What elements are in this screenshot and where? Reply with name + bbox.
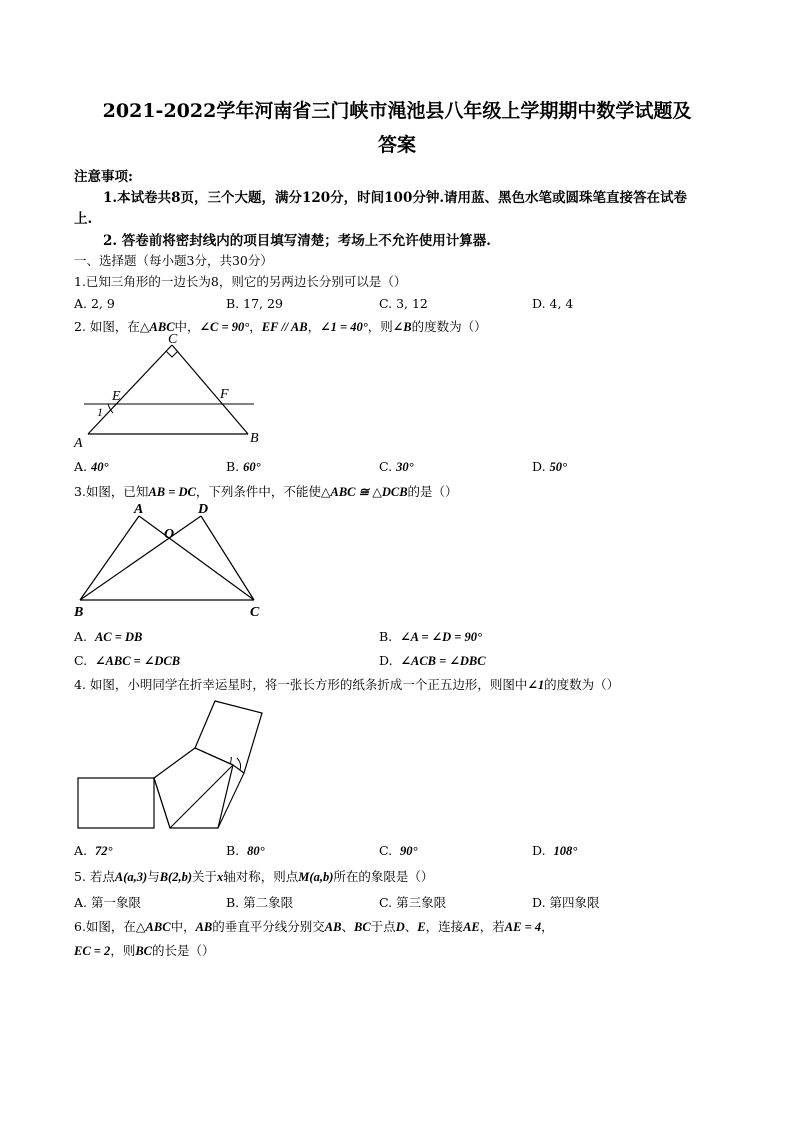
q3-stem-text: 的是（） bbox=[407, 484, 458, 499]
q4-fold-edge-3 bbox=[218, 773, 244, 828]
q1-stem: 1.已知三角形的一边长为8，则它的另两边长分别可以是（） bbox=[74, 274, 407, 289]
option-letter: C. bbox=[379, 459, 393, 474]
option-letter: B. bbox=[379, 629, 393, 644]
q2-triangle: ABC bbox=[149, 320, 175, 334]
option-value: 40° bbox=[91, 460, 109, 474]
q2-option-c bbox=[379, 459, 414, 475]
option-letter: A. bbox=[74, 629, 88, 644]
q6-math: AB bbox=[324, 920, 342, 934]
q6-text: 的长是（） bbox=[152, 943, 215, 958]
q3-segment-dc bbox=[201, 516, 254, 600]
q6-math: AE = 4 bbox=[504, 920, 542, 934]
q6-text: 中， bbox=[170, 919, 196, 934]
q5-stem bbox=[74, 867, 433, 885]
q2-stem-text: ， bbox=[249, 319, 262, 334]
q2-angle-1: ∠1 = 40° bbox=[320, 320, 368, 334]
q6-text: 于点 bbox=[370, 919, 396, 934]
q3-segment-db bbox=[80, 516, 201, 600]
option-value: 30° bbox=[396, 460, 414, 474]
q2-angle-b: ∠B bbox=[392, 320, 412, 334]
q3-stem bbox=[74, 482, 458, 500]
q4-figure bbox=[70, 693, 280, 838]
q2-stem-text: ，则 bbox=[367, 319, 393, 334]
q5-stem-text: 与 bbox=[147, 869, 160, 884]
q2-label-a: A bbox=[74, 436, 83, 451]
q4-fold-edge-1 bbox=[154, 778, 170, 828]
option-letter: D. bbox=[532, 843, 546, 858]
q5-x-axis: x bbox=[217, 870, 224, 884]
notice-item1-cont: 上. bbox=[74, 211, 93, 227]
q5-option-c: C. 第三象限 bbox=[379, 895, 447, 910]
notice-heading: 注意事项: bbox=[74, 169, 133, 185]
q2-label-c: C bbox=[168, 332, 178, 347]
q2-right-angle-mark bbox=[166, 351, 178, 357]
q6-math: BC bbox=[353, 920, 371, 934]
q2-label-1: 1 bbox=[97, 405, 103, 419]
q5-option-b: B. 第二象限 bbox=[226, 895, 294, 910]
q1-option-c: C. 3, 12 bbox=[379, 296, 428, 311]
q4-angle-1: ∠1 bbox=[527, 678, 545, 692]
q5-option-a: A. 第一象限 bbox=[74, 895, 141, 910]
q4-stem bbox=[74, 675, 619, 693]
q5-option-d: D. 第四象限 bbox=[532, 895, 600, 910]
q4-fold-edge-2 bbox=[170, 765, 233, 828]
option-value: 72° bbox=[94, 844, 113, 858]
q2-stem-text: ， bbox=[307, 319, 321, 334]
q6-math: BC bbox=[135, 944, 153, 958]
q3-option-c bbox=[74, 653, 180, 669]
q3-option-a bbox=[74, 629, 142, 645]
q4-stem-text: 的度数为（） bbox=[544, 677, 620, 692]
section-heading: 一、选择题（每小题3分，共30分） bbox=[74, 253, 273, 268]
q3-segment-ab bbox=[80, 516, 139, 600]
q3-congruence: △ABC ≅ △DCB bbox=[320, 485, 408, 499]
q6-text: ，若 bbox=[479, 919, 505, 934]
q6-stem-line1 bbox=[74, 917, 554, 935]
q6-math: EC = 2 bbox=[74, 944, 111, 958]
q3-stem-text: ，下列条件中，不能使 bbox=[195, 484, 321, 499]
option-letter: A. bbox=[74, 843, 88, 858]
q3-option-b bbox=[379, 629, 482, 645]
q4-option-b bbox=[226, 843, 265, 859]
option-letter: C. bbox=[74, 653, 88, 668]
q2-parallel: EF // AB bbox=[261, 320, 308, 334]
q2-label-b: B bbox=[250, 431, 259, 446]
q2-label-e: E bbox=[112, 389, 121, 404]
exam-title-line1: 2021-2022学年河南省三门峡市渑池县八年级上学期期中数学试题及 bbox=[102, 100, 692, 122]
q1-option-b: B. 17, 29 bbox=[226, 296, 283, 311]
q3-stem-text: 3.如图，已知 bbox=[74, 484, 149, 499]
q6-text: 6.如图，在△ bbox=[74, 919, 146, 934]
q4-stem-text: 4. 如图，小明同学在折幸运星时，将一张长方形的纸条折成一个正五边形，则图中 bbox=[74, 677, 528, 692]
option-value: ∠ABC = ∠DCB bbox=[95, 654, 181, 668]
q6-math: ABC bbox=[145, 920, 171, 934]
q3-option-d bbox=[379, 653, 486, 669]
exam-title-line2: 答案 bbox=[377, 134, 416, 156]
q3-label-a: A bbox=[134, 502, 144, 517]
q3-label-b: B bbox=[74, 605, 84, 620]
q5-stem-text: 5. 若点 bbox=[74, 869, 115, 884]
q2-option-a bbox=[74, 459, 109, 475]
q6-text: ， bbox=[541, 919, 554, 934]
q3-figure bbox=[70, 500, 270, 625]
q2-figure bbox=[70, 332, 270, 455]
q5-stem-text: 所在的象限是（） bbox=[333, 869, 434, 884]
option-value: 50° bbox=[549, 460, 568, 474]
q5-stem-text: 轴对称，则点 bbox=[223, 869, 299, 884]
q2-stem-text: 中， bbox=[174, 319, 200, 334]
q4-label-1: 1 bbox=[228, 755, 234, 767]
q3-label-c: C bbox=[250, 605, 260, 620]
option-value: 108° bbox=[553, 844, 578, 858]
q4-option-d bbox=[532, 843, 577, 859]
q6-text: ，连接 bbox=[425, 919, 464, 934]
q2-stem bbox=[74, 317, 487, 335]
option-letter: B. bbox=[226, 843, 240, 858]
q2-side-bc bbox=[172, 345, 248, 434]
option-value: ∠A = ∠D = 90° bbox=[400, 630, 482, 644]
q2-label-f: F bbox=[220, 387, 229, 402]
q3-label-o: O bbox=[164, 527, 175, 542]
q6-stem-line2 bbox=[74, 941, 215, 959]
q2-option-b bbox=[226, 459, 261, 475]
q5-point-m: M(a,b) bbox=[298, 870, 334, 884]
option-value: 90° bbox=[400, 844, 418, 858]
q4-option-c bbox=[379, 843, 418, 859]
q2-stem-text: 的度数为（） bbox=[411, 319, 487, 334]
q1-option-a: A. 2, 9 bbox=[74, 296, 115, 311]
q5-point-a: A(a,3) bbox=[114, 870, 148, 884]
q5-stem-text: 关于 bbox=[192, 869, 218, 884]
option-letter: D. bbox=[379, 653, 393, 668]
notice-item2: 2. 答卷前将密封线内的项目填写清楚；考场上不允许使用计算器. bbox=[103, 233, 491, 249]
q2-stem-text: 2. 如图，在△ bbox=[74, 319, 150, 334]
option-letter: C. bbox=[379, 843, 393, 858]
q6-math: D bbox=[395, 920, 405, 934]
q2-side-ac bbox=[88, 345, 172, 434]
q6-text: 、 bbox=[341, 919, 354, 934]
q2-angle-c: ∠C = 90° bbox=[199, 320, 250, 334]
q4-paper-strip bbox=[78, 778, 154, 828]
option-letter: B. bbox=[226, 459, 240, 474]
q2-option-d bbox=[532, 459, 567, 475]
option-value: ∠ACB = ∠DBC bbox=[400, 654, 486, 668]
option-value: 80° bbox=[247, 844, 265, 858]
q3-segment-ac bbox=[139, 516, 254, 600]
q6-text: ，则 bbox=[110, 943, 136, 958]
notice-item1: 1.本试卷共8页，三个大题，满分120分，时间100分钟.请用蓝、黑色水笔或圆珠笔直接答在试卷 bbox=[103, 190, 688, 206]
option-letter: A. bbox=[74, 459, 88, 474]
q6-text: 的垂直平分线分别交 bbox=[212, 919, 325, 934]
q6-text: 、 bbox=[404, 919, 418, 934]
q6-math: AB bbox=[195, 920, 213, 934]
q6-math: E bbox=[417, 920, 426, 934]
q5-point-b: B(2,b) bbox=[159, 870, 193, 884]
q1-option-d: D. 4, 4 bbox=[532, 296, 574, 311]
option-value: 60° bbox=[243, 460, 261, 474]
q4-option-a bbox=[74, 843, 112, 859]
q6-math: AE bbox=[463, 920, 480, 934]
option-letter: D. bbox=[532, 459, 546, 474]
option-value: AC = DB bbox=[94, 630, 143, 644]
q3-label-d: D bbox=[198, 502, 209, 517]
q3-given: AB = DC bbox=[148, 485, 196, 499]
